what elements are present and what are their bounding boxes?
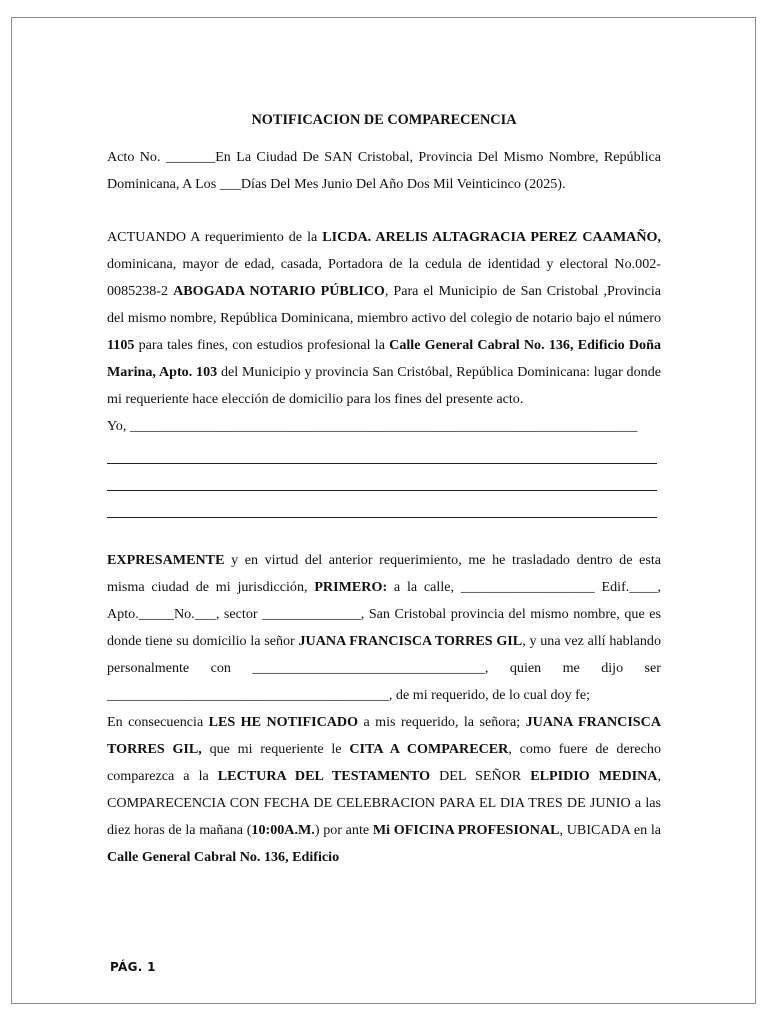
bold-segment: JUANA FRANCISCA TORRES GIL, [107,714,661,757]
text-segment: , Para el Municipio de San Cristobal ,Provincia del mismo nombre, República Dominicana, miembro activo del colegio de notario bajo el número [107,283,661,326]
paragraph-expresamente [107,547,661,709]
bold-segment: PRIMERO: [314,579,388,595]
text-segment: que mi requeriente le [201,741,350,757]
text-segment: , como fuere de derecho comparezca a la [107,741,662,784]
paragraph-consecuencia [107,709,661,871]
text-segment: , UBICADA en la [559,822,662,838]
text-segment: ) por ante [314,822,373,838]
paragraph-acto: Acto No. _______En La Ciudad De SAN Cristobal, Provincia Del Mismo Nombre, República Dominicana, A Los ___Días Del Mes Junio Del Año Dos Mil Veinticinco (2025). [107,149,661,192]
document-page [11,17,756,1004]
document-title: NOTIFICACION DE COMPARECENCIA [251,112,517,128]
bold-segment: Calle General Cabral No. 136, Edificio [107,849,340,865]
text-segment: ACTUANDO A requerimiento de la [107,229,323,245]
bold-segment: ABOGADA NOTARIO PÚBLICO [173,283,385,299]
bold-segment: JUANA FRANCISCA TORRES GIL [298,633,523,649]
bold-segment: 10:00A.M. [251,822,315,838]
blank-fill-line [107,467,661,494]
text-segment: a mis requerido, la señora; [358,714,526,730]
text-segment: y en virtud del anterior requerimiento, me he trasladado dentro de esta misma ciudad de mi jurisdicción, [107,552,661,595]
bold-segment: ELPIDIO MEDINA [530,768,658,784]
bold-segment: 1105 [107,337,135,353]
bold-segment: Mi OFICINA PROFESIONAL [372,822,560,838]
text-segment: para tales fines, con estudios profesional la [134,337,390,353]
bold-segment: CITA A COMPARECER [349,741,509,757]
bold-segment: LICDA. ARELIS ALTAGRACIA PEREZ CAAMAÑO, [322,229,661,245]
blank-fill-line [107,494,661,521]
bold-segment: LES HE NOTIFICADO [208,714,359,730]
document-body [107,110,661,871]
text-segment: DEL SEÑOR [430,768,531,784]
bold-segment: LECTURA DEL TESTAMENTO [217,768,431,784]
bold-segment: EXPRESAMENTE [107,552,225,568]
text-segment: En consecuencia [107,714,209,730]
page-number: PÁG. 1 [110,960,156,974]
text-segment: , y una vez allí hablando personalmente con _________________________________, quien me dijo ser ________________________________________, de mi requerido, de lo cual doy fe; [107,633,661,703]
paragraph-actuando [107,224,661,413]
text-segment: dominicana, mayor de edad, casada, Portadora de la cedula de identidad y electoral No.002-0085238-2 [107,256,661,299]
blank-fill-line [107,440,661,467]
text-segment: , COMPARECENCIA CON FECHA DE CELEBRACION PARA EL DIA TRES DE JUNIO a las diez horas de la mañana ( [107,768,662,838]
bold-segment: Calle General Cabral No. 136, Edificio Doña Marina, Apto. 103 [107,337,661,380]
yo-fill-line: Yo, ________________________________________________________________________ [107,418,638,434]
paragraph-gap [107,521,661,547]
text-segment: a la calle, ___________________ Edif.____, Apto._____No.___, sector ______________, San Cristobal provincia del mismo nombre, que es donde tiene su domicilio la señor [107,579,662,649]
paragraph-gap [107,198,661,224]
text-segment: del Municipio y provincia San Cristóbal, República Dominicana: lugar donde mi requeriente hace elección de domicilio para los fines del presente acto. [107,364,661,407]
